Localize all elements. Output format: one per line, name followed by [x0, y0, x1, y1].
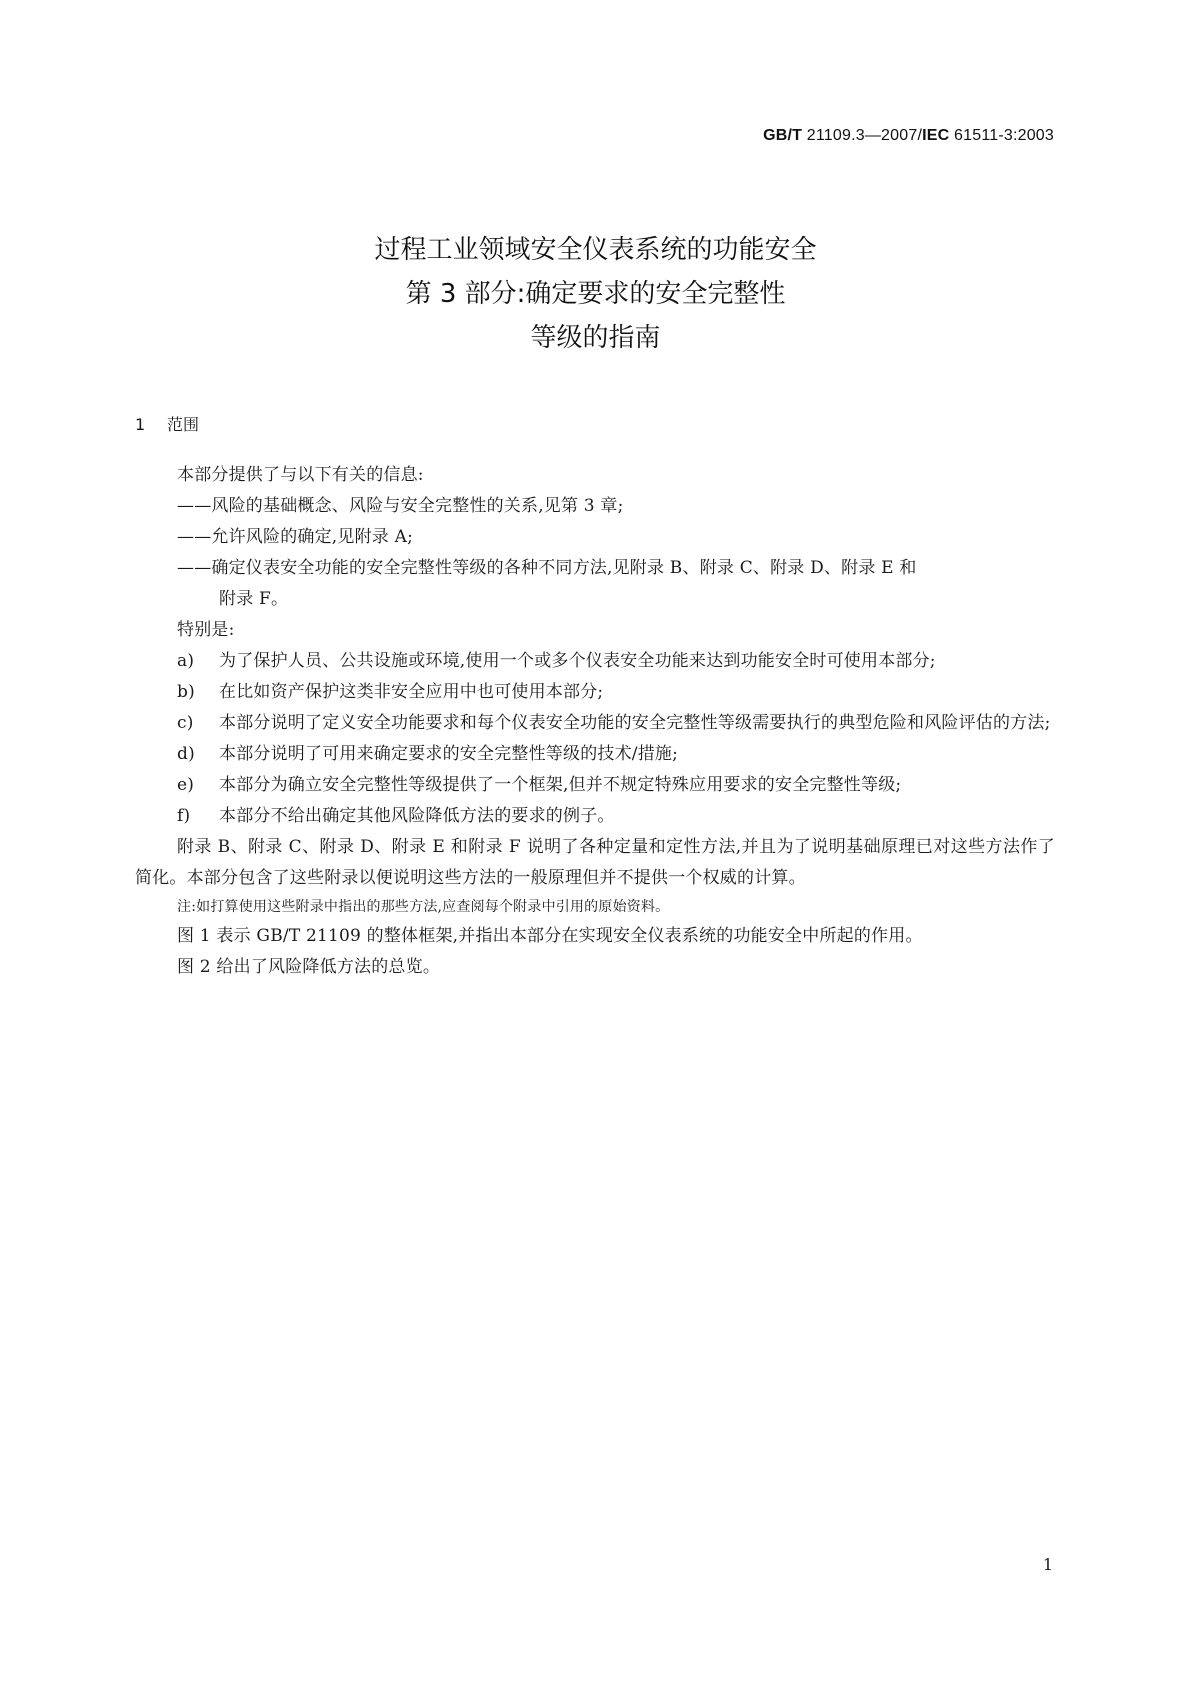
list-item — [135, 708, 1055, 739]
section-body — [135, 460, 1055, 983]
list-item-label: d) — [177, 744, 195, 764]
note-text: 注:如打算使用这些附录中指出的那些方法,应查阅每个附录中引用的原始资料。 — [177, 899, 670, 915]
list-item-text: 本部分为确立安全完整性等级提供了一个框架,但并不规定特殊应用要求的安全完整性等级; — [219, 775, 902, 795]
list-item-label: a) — [177, 651, 195, 671]
dash-item-2: ——允许风险的确定,见附录 A; — [177, 527, 414, 547]
code-iec-number: 61511-3:2003 — [949, 127, 1054, 144]
standard-code — [763, 127, 1054, 145]
list-item-label: e) — [177, 775, 195, 795]
title-line-1: 过程工业领域安全仪表系统的功能安全 — [374, 235, 817, 265]
section-number: 1 — [135, 415, 146, 434]
annex-paragraph: 附录 B、附录 C、附录 D、附录 E 和附录 F 说明了各种定量和定性方法,并且为了说明基础原理已对这些方法作了简化。本部分包含了这些附录以便说明这些方法的一般原理但并不提供一个权威的计算。 — [135, 837, 1055, 888]
list-item-text: 为了保护人员、公共设施或环境,使用一个或多个仪表安全功能来达到功能安全时可使用本部分; — [219, 651, 936, 671]
code-gbt: GB/T — [763, 127, 803, 144]
list-item-text: 本部分不给出确定其他风险降低方法的要求的例子。 — [219, 806, 615, 826]
title-line-2: 第 3 部分:确定要求的安全完整性 — [405, 279, 786, 309]
list-item-label: f) — [177, 806, 191, 826]
intro-paragraph: 本部分提供了与以下有关的信息: — [177, 465, 424, 485]
document-title — [0, 228, 1191, 360]
list-item — [135, 677, 1055, 708]
dash-item-3-line-1: ——确定仪表安全功能的安全完整性等级的各种不同方法,见附录 B、附录 C、附录 D、附录 E 和 — [177, 558, 917, 578]
code-number: 21109.3—2007/ — [802, 127, 923, 144]
list-item-label: c) — [177, 713, 194, 733]
dash-item-3-line-2: 附录 F。 — [219, 589, 289, 609]
section-heading — [135, 412, 199, 435]
list-item — [135, 770, 1055, 801]
special-paragraph: 特别是: — [177, 620, 235, 640]
page-number: 1 — [1042, 1555, 1053, 1574]
list-item — [135, 646, 1055, 677]
list-item — [135, 739, 1055, 770]
list-item — [135, 801, 1055, 832]
list-item-text: 在比如资产保护这类非安全应用中也可使用本部分; — [219, 682, 604, 702]
list-item-label: b) — [177, 682, 195, 702]
figure-2-paragraph: 图 2 给出了风险降低方法的总览。 — [177, 957, 441, 977]
figure-1-paragraph: 图 1 表示 GB/T 21109 的整体框架,并指出本部分在实现安全仪表系统的功能安全中所起的作用。 — [177, 926, 923, 946]
list-item-text: 本部分说明了定义安全功能要求和每个仪表安全功能的安全完整性等级需要执行的典型危险和风险评估的方法; — [219, 713, 1051, 733]
list-item-text: 本部分说明了可用来确定要求的安全完整性等级的技术/措施; — [219, 744, 679, 764]
section-title: 范围 — [167, 415, 200, 434]
dash-item-1: ——风险的基础概念、风险与安全完整性的关系,见第 3 章; — [177, 496, 624, 516]
title-line-3: 等级的指南 — [530, 323, 661, 353]
code-iec: IEC — [922, 127, 950, 144]
dash-item-3 — [135, 553, 1055, 615]
